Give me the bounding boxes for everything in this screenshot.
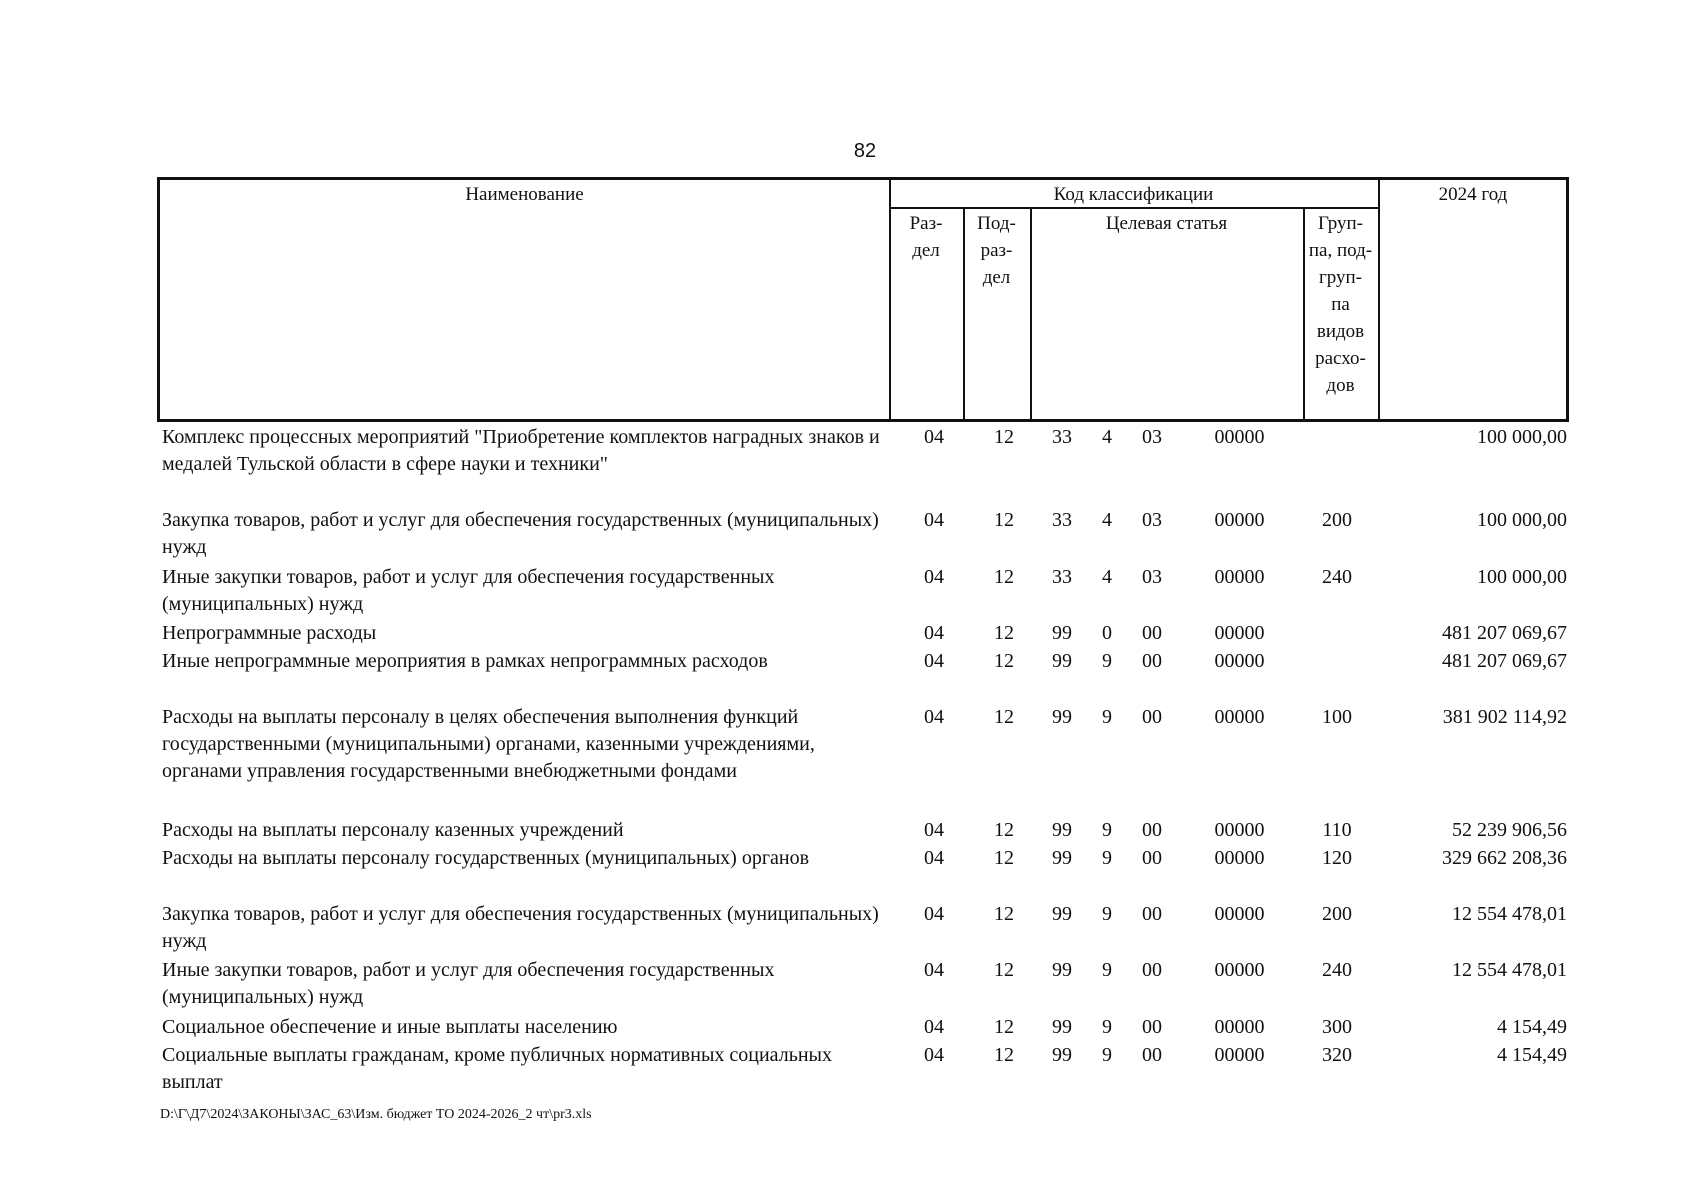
row-name: Иные непрограммные мероприятия в рамках непрограммных расходов [162, 650, 768, 672]
row-target-direction: 00000 [1214, 566, 1265, 588]
row-name: Расходы на выплаты персоналу в целях обеспечения выполнения функций государственными (муниципальными) органами, казенными учреждениями, органами управления государственными внебюджетными фондами [162, 706, 815, 782]
row-group: 240 [1322, 566, 1352, 588]
row-name: Социальное обеспечение и иные выплаты населению [162, 1016, 618, 1038]
row-name: Закупка товаров, работ и услуг для обеспечения государственных (муниципальных) нужд [162, 509, 879, 558]
row-podrazdel: 12 [994, 706, 1014, 728]
row-target-type: 9 [1102, 1044, 1112, 1066]
row-amount: 481 207 069,67 [1442, 650, 1567, 672]
row-target-type: 9 [1102, 847, 1112, 869]
row-razdel: 04 [924, 509, 944, 531]
row-amount: 100 000,00 [1477, 426, 1567, 448]
row-target-type: 4 [1102, 426, 1112, 448]
row-amount: 4 154,49 [1497, 1044, 1567, 1066]
row-group: 110 [1322, 819, 1352, 841]
row-name: Комплекс процессных мероприятий "Приобретение комплектов наградных знаков и медалей Тульской области в сфере науки и техники" [162, 426, 880, 475]
header-group-line: па, под- [1308, 240, 1373, 261]
row-razdel: 04 [924, 426, 944, 448]
page-number: 82 [853, 140, 877, 162]
row-target-program: 33 [1052, 566, 1072, 588]
row-podrazdel: 12 [994, 566, 1014, 588]
row-razdel: 04 [924, 622, 944, 644]
header-group-line: дов [1326, 375, 1355, 396]
row-razdel: 04 [924, 1044, 944, 1066]
header-group-line: расхо- [1315, 348, 1366, 369]
row-target-element: 00 [1142, 1044, 1162, 1066]
header-podrazdel-line: раз- [980, 240, 1013, 261]
row-podrazdel: 12 [994, 1044, 1014, 1066]
row-target-direction: 00000 [1214, 426, 1265, 448]
row-target-element: 03 [1142, 426, 1162, 448]
row-target-element: 00 [1142, 1016, 1162, 1038]
header-target: Целевая статья [1105, 213, 1228, 234]
row-name: Расходы на выплаты персоналу казенных учреждений [162, 819, 624, 841]
row-target-direction: 00000 [1214, 819, 1265, 841]
row-amount: 481 207 069,67 [1442, 622, 1567, 644]
row-group: 240 [1322, 959, 1352, 981]
header-group [1303, 210, 1378, 399]
row-target-program: 99 [1052, 706, 1072, 728]
row-razdel: 04 [924, 819, 944, 841]
row-target-element: 00 [1142, 706, 1162, 728]
row-target-type: 0 [1102, 622, 1112, 644]
row-target-element: 03 [1142, 509, 1162, 531]
row-amount: 100 000,00 [1477, 509, 1567, 531]
row-target-direction: 00000 [1214, 903, 1265, 925]
row-group: 200 [1322, 903, 1352, 925]
row-podrazdel: 12 [994, 509, 1014, 531]
row-target-direction: 00000 [1214, 650, 1265, 672]
row-group: 300 [1322, 1016, 1352, 1038]
row-target-program: 33 [1052, 426, 1072, 448]
row-target-program: 99 [1052, 650, 1072, 672]
row-name: Иные закупки товаров, работ и услуг для обеспечения государственных (муниципальных) нужд [162, 959, 775, 1008]
header-group-line: па [1331, 294, 1350, 315]
row-amount: 12 554 478,01 [1452, 959, 1567, 981]
header-year: 2024 год [1438, 184, 1508, 205]
row-target-element: 00 [1142, 650, 1162, 672]
row-razdel: 04 [924, 706, 944, 728]
row-name: Социальные выплаты гражданам, кроме публичных нормативных социальных выплат [162, 1044, 832, 1093]
row-podrazdel: 12 [994, 1016, 1014, 1038]
row-target-program: 99 [1052, 819, 1072, 841]
row-razdel: 04 [924, 959, 944, 981]
row-target-program: 99 [1052, 622, 1072, 644]
row-target-direction: 00000 [1214, 706, 1265, 728]
row-amount: 329 662 208,36 [1442, 847, 1567, 869]
row-group: 200 [1322, 509, 1352, 531]
header-razdel [889, 210, 963, 264]
row-target-program: 99 [1052, 1044, 1072, 1066]
header-group-line: груп- [1318, 267, 1363, 288]
header-divider [1030, 207, 1032, 419]
row-podrazdel: 12 [994, 426, 1014, 448]
row-amount: 100 000,00 [1477, 566, 1567, 588]
row-target-element: 00 [1142, 819, 1162, 841]
row-target-type: 9 [1102, 959, 1112, 981]
row-podrazdel: 12 [994, 903, 1014, 925]
row-target-program: 99 [1052, 959, 1072, 981]
row-group: 120 [1322, 847, 1352, 869]
row-name: Непрограммные расходы [162, 622, 377, 644]
row-razdel: 04 [924, 566, 944, 588]
row-amount: 4 154,49 [1497, 1016, 1567, 1038]
row-target-direction: 00000 [1214, 509, 1265, 531]
header-razdel-line: Раз- [909, 213, 943, 234]
row-amount: 12 554 478,01 [1452, 903, 1567, 925]
row-target-direction: 00000 [1214, 847, 1265, 869]
row-target-element: 00 [1142, 622, 1162, 644]
row-target-type: 9 [1102, 819, 1112, 841]
header-razdel-line: дел [912, 240, 940, 261]
header-podrazdel-line: дел [982, 267, 1011, 288]
row-group: 320 [1322, 1044, 1352, 1066]
row-podrazdel: 12 [994, 959, 1014, 981]
row-amount: 52 239 906,56 [1452, 819, 1567, 841]
table-header [157, 177, 1569, 422]
row-target-type: 9 [1102, 1016, 1112, 1038]
row-name: Закупка товаров, работ и услуг для обеспечения государственных (муниципальных) нужд [162, 903, 879, 952]
row-target-element: 00 [1142, 959, 1162, 981]
row-target-element: 00 [1142, 903, 1162, 925]
row-target-program: 99 [1052, 903, 1072, 925]
row-podrazdel: 12 [994, 622, 1014, 644]
row-name: Иные закупки товаров, работ и услуг для обеспечения государственных (муниципальных) нужд [162, 566, 775, 615]
row-target-type: 9 [1102, 903, 1112, 925]
row-target-element: 03 [1142, 566, 1162, 588]
header-podrazdel-line: Под- [977, 213, 1016, 234]
row-target-program: 33 [1052, 509, 1072, 531]
row-razdel: 04 [924, 903, 944, 925]
row-target-type: 4 [1102, 566, 1112, 588]
row-target-program: 99 [1052, 1016, 1072, 1038]
row-name: Расходы на выплаты персоналу государственных (муниципальных) органов [162, 847, 810, 869]
row-razdel: 04 [924, 1016, 944, 1038]
row-group: 100 [1322, 706, 1352, 728]
row-podrazdel: 12 [994, 847, 1014, 869]
row-razdel: 04 [924, 847, 944, 869]
row-amount: 381 902 114,92 [1442, 706, 1567, 728]
row-podrazdel: 12 [994, 819, 1014, 841]
row-target-element: 00 [1142, 847, 1162, 869]
file-path-footer: D:\Г\Д7\2024\ЗАКОНЫ\ЗАС_63\Изм. бюджет ТО 2024-2026_2 чт\pr3.xls [160, 1107, 592, 1122]
row-target-direction: 00000 [1214, 959, 1265, 981]
row-target-type: 9 [1102, 706, 1112, 728]
row-target-program: 99 [1052, 847, 1072, 869]
row-target-direction: 00000 [1214, 622, 1265, 644]
row-target-type: 9 [1102, 650, 1112, 672]
header-group-line: видов [1316, 321, 1365, 342]
header-name: Наименование [465, 184, 584, 205]
header-podrazdel [963, 210, 1030, 291]
header-code: Код классификации [1053, 184, 1214, 205]
row-podrazdel: 12 [994, 650, 1014, 672]
row-razdel: 04 [924, 650, 944, 672]
row-target-direction: 00000 [1214, 1044, 1265, 1066]
row-target-type: 4 [1102, 509, 1112, 531]
row-target-direction: 00000 [1214, 1016, 1265, 1038]
header-divider [1378, 180, 1380, 419]
header-group-line: Груп- [1317, 213, 1364, 234]
